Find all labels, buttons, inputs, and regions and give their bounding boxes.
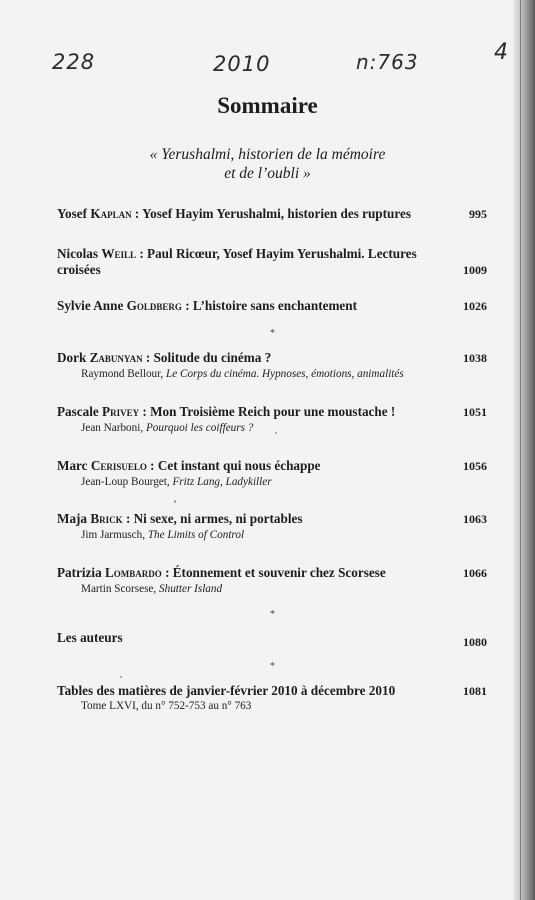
separator-star: * — [270, 609, 275, 620]
entry-text — [57, 350, 271, 366]
article-title: : Solitude du cinéma ? — [142, 350, 272, 365]
toc-entry[interactable] — [57, 404, 487, 435]
handwritten-issue-number: n:763 — [356, 50, 419, 74]
article-title: : L’histoire sans enchantement — [181, 298, 358, 313]
page-number: 1038 — [463, 351, 487, 365]
toc-entry[interactable] — [57, 458, 487, 489]
reviewed-author: Jim Jarmusch, — [81, 529, 146, 541]
toc-entry-authors[interactable] — [57, 630, 487, 650]
dossier-subtitle — [0, 145, 535, 183]
author-last-name: Cerisuelo — [90, 458, 147, 473]
separator-star: * — [270, 328, 275, 339]
article-title: : Yosef Hayim Yerushalmi, historien des ruptures — [131, 206, 411, 221]
reviewed-work — [57, 582, 487, 596]
article-title: : Ni sexe, ni armes, ni portables — [122, 511, 303, 526]
entry-text — [57, 298, 357, 314]
toc-entry[interactable] — [57, 206, 487, 222]
article-title: : Cet instant qui nous échappe — [146, 458, 321, 473]
author-first-name: Maja — [57, 511, 88, 526]
reviewed-title: Fritz Lang, Ladykiller — [172, 476, 272, 488]
author-first-name: Patrizia — [57, 565, 102, 580]
separator-star: * — [270, 661, 275, 672]
toc-entry[interactable] — [57, 565, 487, 596]
entry-text — [57, 404, 395, 420]
reviewed-author: Raymond Bellour, — [81, 368, 164, 380]
page-number: 1051 — [463, 405, 487, 419]
page-title: Sommaire — [217, 93, 318, 118]
toc-entry[interactable] — [57, 298, 487, 314]
reviewed-author: Martin Scorsese, — [81, 583, 157, 595]
entry-text — [57, 206, 411, 222]
reviewed-work — [57, 421, 487, 435]
author-last-name: Lombardo — [104, 565, 162, 580]
author-last-name: Weill — [101, 246, 137, 261]
article-title: : Paul Ricœur, Yosef Hayim Yerushalmi. Lectures croisées — [57, 246, 417, 277]
subtitle-line-1: « Yerushalmi, historien de la mémoire — [149, 146, 386, 163]
page-number: 1063 — [463, 512, 487, 526]
scan-speck — [275, 432, 277, 434]
article-title: : Étonnement et souvenir chez Scorsese — [161, 565, 386, 580]
entry-text — [57, 246, 442, 278]
article-title: : Mon Troisième Reich pour une moustache ! — [139, 404, 396, 419]
toc-entry[interactable] — [57, 246, 487, 278]
page-number: 1026 — [463, 299, 487, 313]
author-last-name: Zabunyan — [89, 350, 143, 365]
author-last-name: Goldberg — [126, 298, 182, 313]
scan-speck — [174, 500, 176, 503]
toc-entry-tables[interactable] — [57, 683, 487, 713]
author-first-name: Marc — [57, 458, 88, 473]
author-first-name: Sylvie Anne — [57, 298, 124, 313]
author-first-name: Pascale — [57, 404, 99, 419]
reviewed-author: Jean Narboni, — [81, 422, 144, 434]
authors-label: Les auteurs — [57, 630, 123, 645]
page-number: 1081 — [463, 684, 487, 698]
author-first-name: Yosef — [57, 206, 88, 221]
author-first-name: Dork — [57, 350, 87, 365]
scan-edge-line — [520, 0, 521, 900]
scan-speck — [120, 676, 122, 678]
subtitle-line-2: et de l’oubli » — [224, 165, 311, 182]
handwritten-page-number: 228 — [52, 50, 96, 74]
reviewed-title: Shutter Island — [159, 583, 223, 595]
author-first-name: Nicolas — [57, 246, 99, 261]
page-number: 1066 — [463, 566, 487, 580]
handwritten-corner-mark: 4 — [494, 40, 509, 65]
entry-text — [57, 565, 386, 581]
reviewed-work — [57, 367, 487, 381]
toc-entry[interactable] — [57, 350, 487, 381]
reviewed-title: Le Corps du cinéma. Hypnoses, émotions, animalités — [166, 368, 404, 380]
tome-range: Tome LXVI, du n° 752-753 au n° 763 — [81, 700, 252, 712]
reviewed-title: Pourquoi les coiffeurs ? — [145, 422, 254, 434]
handwritten-year: 2010 — [213, 52, 271, 76]
reviewed-title: The Limits of Control — [147, 529, 245, 541]
author-last-name: Brick — [90, 511, 123, 526]
page-number: 995 — [469, 207, 487, 221]
scan-edge — [513, 0, 535, 900]
reviewed-work — [57, 475, 487, 489]
tables-label: Tables des matières de janvier-février 2010 à décembre 2010 — [57, 683, 396, 698]
author-last-name: Kaplan — [90, 206, 132, 221]
toc-entry[interactable] — [57, 511, 487, 542]
reviewed-author: Jean-Loup Bourget, — [81, 476, 170, 488]
entry-text — [57, 511, 303, 527]
page-number: 1009 — [463, 263, 487, 277]
reviewed-work — [57, 528, 487, 542]
page-number: 1080 — [463, 635, 487, 649]
entry-text — [57, 458, 321, 474]
page-number: 1056 — [463, 459, 487, 473]
author-last-name: Privey — [102, 404, 140, 419]
